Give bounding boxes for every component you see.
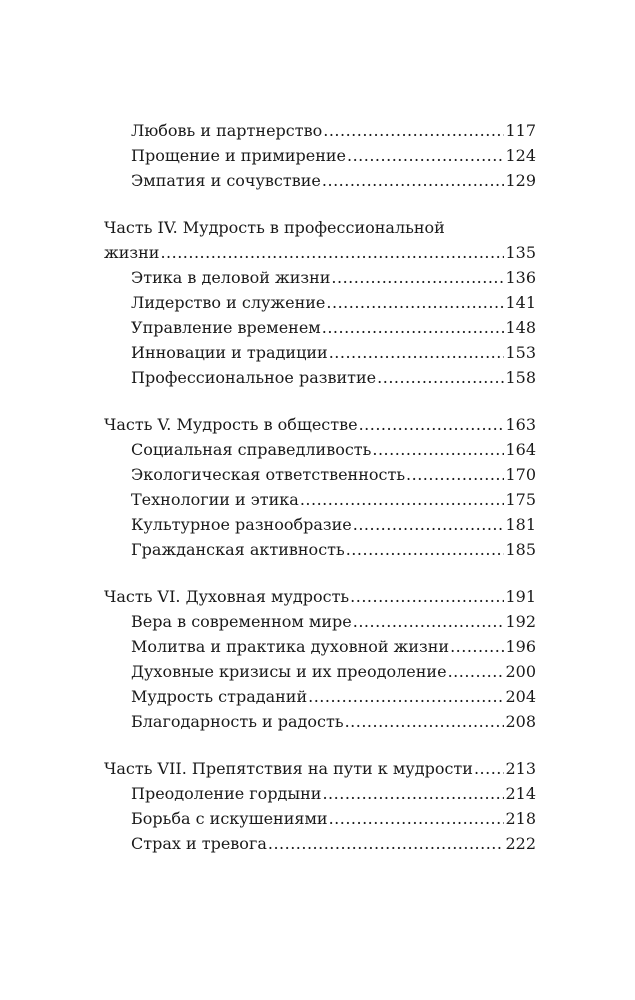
part-page: 163 <box>505 415 536 434</box>
toc-entry[interactable] <box>104 168 536 193</box>
leader-dots <box>377 365 504 390</box>
leader-dots <box>359 412 505 437</box>
toc-group <box>104 584 536 734</box>
toc-entry-title: Управление временем <box>131 318 321 337</box>
toc-entry-title: Мудрость страданий <box>131 687 308 706</box>
leader-dots <box>345 709 505 734</box>
part-title: Часть VII. Препятствия на пути к мудрости <box>104 759 473 778</box>
toc-entry[interactable] <box>104 831 536 856</box>
toc-entry-title: Прощение и примирение <box>131 146 346 165</box>
toc-entry-page: 196 <box>505 637 536 656</box>
leader-dots <box>322 315 505 340</box>
toc-entry-page: 185 <box>505 540 536 559</box>
toc-entry[interactable] <box>104 437 536 462</box>
toc-entry-page: 181 <box>505 515 536 534</box>
toc-entry[interactable] <box>104 659 536 684</box>
leader-dots <box>322 781 504 806</box>
leader-dots <box>450 634 504 659</box>
toc-entry-title: Страх и тревога <box>131 834 267 853</box>
leader-dots <box>474 756 505 781</box>
toc-entry-page: 218 <box>505 809 536 828</box>
leader-dots <box>268 831 505 856</box>
toc-entry-title: Гражданская активность <box>131 540 345 559</box>
toc-entry-page: 148 <box>505 318 536 337</box>
leader-dots <box>331 265 504 290</box>
toc-entry-title: Профессиональное развитие <box>131 368 377 387</box>
part-page: 213 <box>505 759 536 778</box>
toc-entry-title: Экологическая ответственность <box>131 465 406 484</box>
toc-entry[interactable] <box>104 806 536 831</box>
leader-dots <box>346 537 505 562</box>
toc-entry-title: Борьба с искушениями <box>131 809 328 828</box>
leader-dots <box>406 462 504 487</box>
toc-entry-page: 129 <box>505 171 536 190</box>
toc-entry-page: 204 <box>505 687 536 706</box>
leader-dots <box>308 684 504 709</box>
toc-entry[interactable] <box>104 118 536 143</box>
toc-entry-title: Технологии и этика <box>131 490 299 509</box>
toc-entry-page: 117 <box>505 121 536 140</box>
leader-dots <box>329 340 505 365</box>
toc-entry-page: 222 <box>505 834 536 853</box>
toc-entry[interactable] <box>104 512 536 537</box>
leader-dots <box>372 437 504 462</box>
toc-entry[interactable] <box>104 290 536 315</box>
part-page: 191 <box>505 587 536 606</box>
part-title: Часть VI. Духовная мудрость <box>104 587 350 606</box>
toc-entry-page: 124 <box>505 146 536 165</box>
leader-dots <box>300 487 505 512</box>
leader-dots <box>448 659 505 684</box>
toc-entry-title: Лидерство и служение <box>131 293 326 312</box>
toc-entry-title: Любовь и партнерство <box>131 121 323 140</box>
toc-entry-page: 153 <box>505 343 536 362</box>
leader-dots <box>350 584 504 609</box>
toc-entry[interactable] <box>104 365 536 390</box>
toc-entry-title: Культурное разнообразие <box>131 515 352 534</box>
toc-entry[interactable] <box>104 634 536 659</box>
toc-entry-title: Преодоление гордыни <box>131 784 322 803</box>
leader-dots <box>347 143 504 168</box>
toc-entry[interactable] <box>104 781 536 806</box>
part-entry[interactable] <box>104 584 536 609</box>
toc-entry-title: Социальная справедливость <box>131 440 372 459</box>
toc-entry-title: Вера в современном мире <box>131 612 352 631</box>
toc-entry-page: 164 <box>505 440 536 459</box>
part-title-continuation: жизни <box>104 243 160 262</box>
leader-dots <box>353 609 505 634</box>
leader-dots <box>160 240 504 265</box>
toc-entry-page: 170 <box>505 465 536 484</box>
leader-dots <box>329 806 505 831</box>
toc-group <box>104 412 536 562</box>
toc-entry-page: 208 <box>505 712 536 731</box>
part-entry[interactable] <box>104 412 536 437</box>
leader-dots <box>323 118 504 143</box>
toc-entry-page: 192 <box>505 612 536 631</box>
toc-entry[interactable] <box>104 537 536 562</box>
toc-entry[interactable] <box>104 609 536 634</box>
toc-entry[interactable] <box>104 340 536 365</box>
toc-group <box>104 215 536 390</box>
table-of-contents <box>104 118 536 878</box>
part-entry[interactable] <box>104 756 536 781</box>
toc-entry-title: Благодарность и радость <box>131 712 344 731</box>
part-title: Часть V. Мудрость в обществе <box>104 415 358 434</box>
leader-dots <box>353 512 505 537</box>
toc-entry[interactable] <box>104 462 536 487</box>
toc-entry-page: 214 <box>505 784 536 803</box>
toc-entry-title: Инновации и традиции <box>131 343 328 362</box>
part-page: 135 <box>505 243 536 262</box>
toc-entry[interactable] <box>104 684 536 709</box>
toc-entry[interactable] <box>104 709 536 734</box>
toc-entry[interactable] <box>104 265 536 290</box>
leader-dots <box>322 168 505 193</box>
part-title-line[interactable]: Часть IV. Мудрость в профессиональной <box>104 218 445 237</box>
toc-entry[interactable] <box>104 315 536 340</box>
toc-entry-page: 158 <box>505 368 536 387</box>
toc-entry-title: Духовные кризисы и их преодоление <box>131 662 447 681</box>
toc-entry-page: 200 <box>505 662 536 681</box>
part-entry[interactable] <box>104 240 536 265</box>
toc-entry-page: 136 <box>505 268 536 287</box>
toc-entry[interactable] <box>104 487 536 512</box>
toc-entry-page: 141 <box>505 293 536 312</box>
toc-entry-page: 175 <box>505 490 536 509</box>
toc-entry-title: Этика в деловой жизни <box>131 268 331 287</box>
toc-entry[interactable] <box>104 143 536 168</box>
toc-entry-title: Молитва и практика духовной жизни <box>131 637 450 656</box>
toc-entry-title: Эмпатия и сочувствие <box>131 171 321 190</box>
toc-group <box>104 756 536 856</box>
leader-dots <box>326 290 504 315</box>
toc-group <box>104 118 536 193</box>
